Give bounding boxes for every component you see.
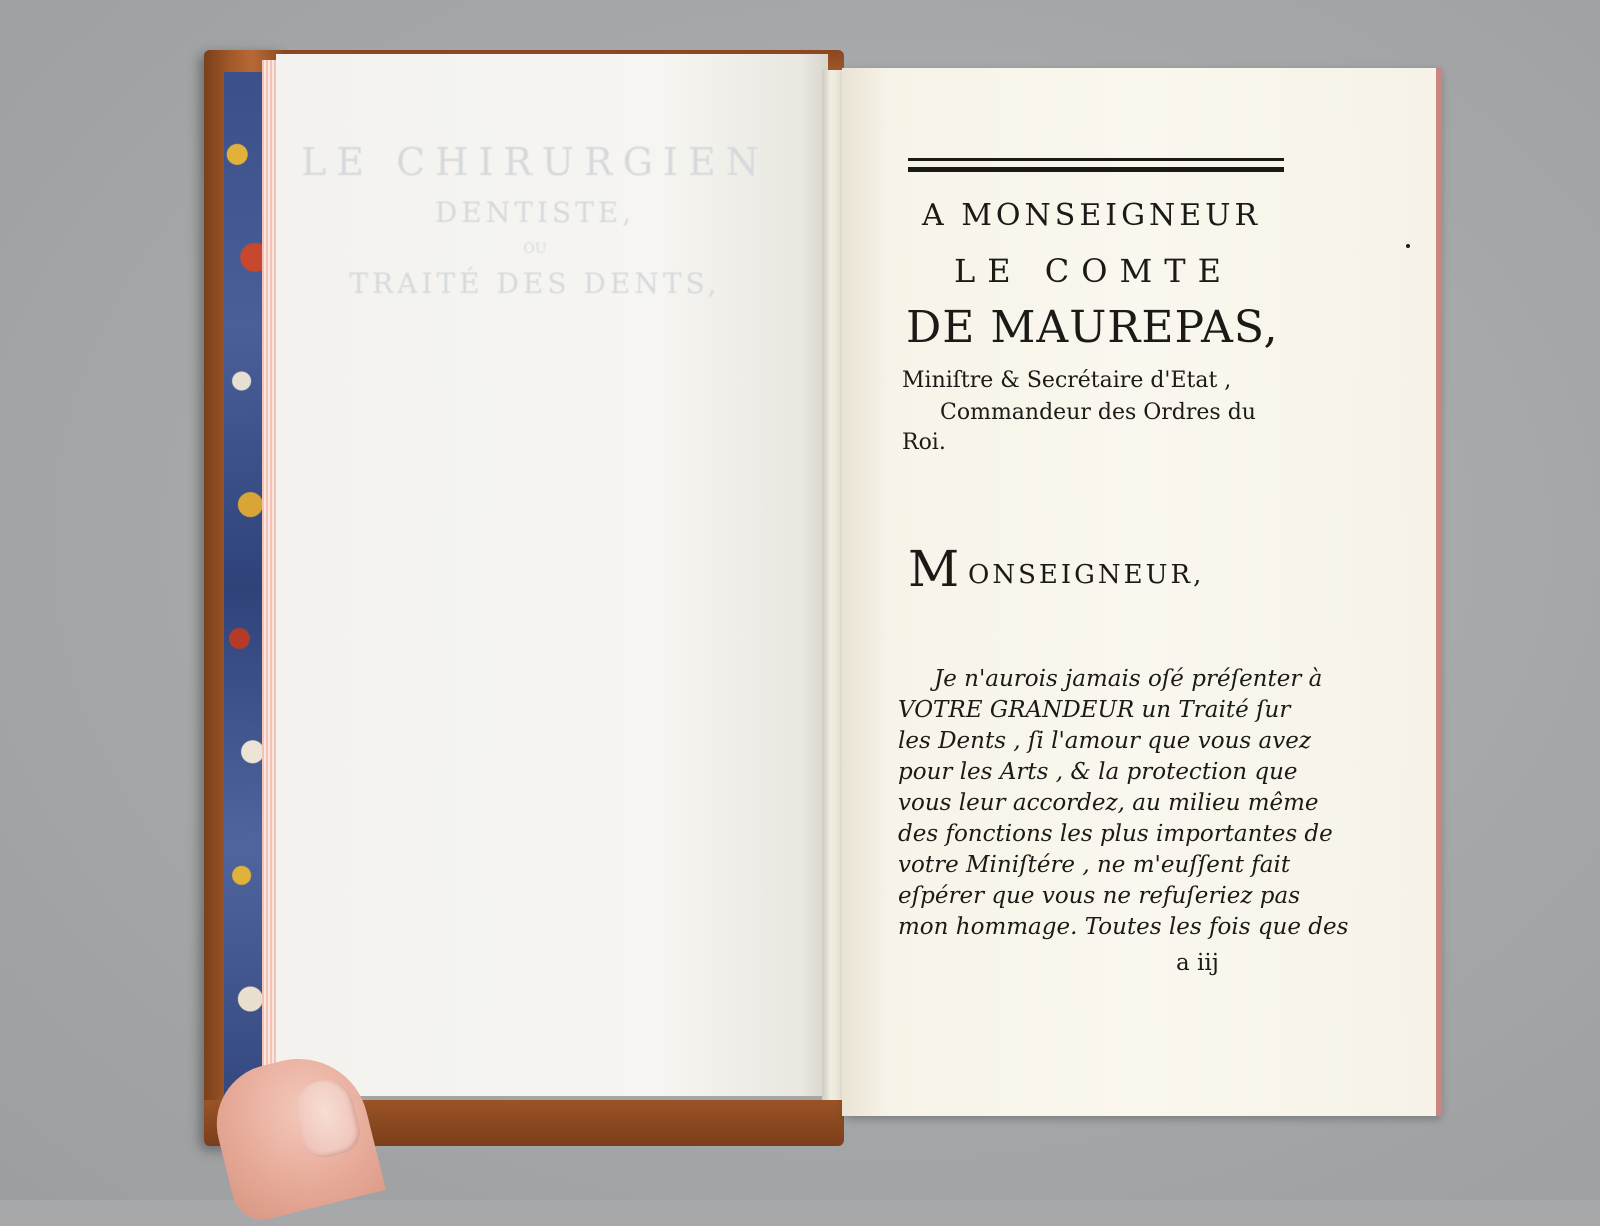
salutation-rest: ONSEIGNEUR, (968, 560, 1205, 590)
body-line-2: VOTRE GRANDEUR un Traité ſur (898, 697, 1291, 723)
body-line-5: vous leur accordez, au milieu même (898, 790, 1319, 816)
ghost-title-3: OU (523, 240, 547, 257)
salutation-initial: M (908, 540, 962, 598)
body-line-6: des fonctions les plus importantes de (898, 821, 1333, 847)
dedication-line-5: Commandeur des Ordres du (940, 400, 1256, 425)
book-gutter (822, 70, 844, 1100)
ghost-title-1: LE CHIRURGIEN (301, 140, 769, 184)
body-line-3: les Dents , ſi l'amour que vous avez (898, 728, 1311, 754)
dedication-line-3: DE MAUREPAS, (906, 302, 1279, 353)
show-through-text (300, 130, 770, 310)
signature-mark: a iij (1176, 950, 1219, 976)
ornamental-rule (908, 158, 1284, 172)
right-page-edge (1436, 68, 1442, 1116)
dedication-line-4: Miniſtre & Secrétaire d'Etat , (902, 368, 1232, 393)
body-line-4: pour les Arts , & la protection que (898, 759, 1298, 785)
dedication-line-6: Roi. (902, 430, 946, 455)
ghost-title-2: DENTISTE, (434, 196, 636, 230)
body-line-7: votre Miniſtére , ne m'euſſent fait (898, 852, 1291, 878)
body-line-1: Je n'aurois jamais oſé préſenter à (934, 666, 1323, 692)
body-line-8: eſpérer que vous ne refuſeriez pas (898, 883, 1301, 909)
dedication-line-2: LE COMTE (954, 252, 1233, 290)
ink-speck (1406, 244, 1410, 248)
ghost-title-4: TRAITÉ DES DENTS, (349, 266, 721, 300)
dedication-line-1: A MONSEIGNEUR (922, 198, 1262, 233)
body-line-9: mon hommage. Toutes les fois que des (898, 914, 1349, 940)
